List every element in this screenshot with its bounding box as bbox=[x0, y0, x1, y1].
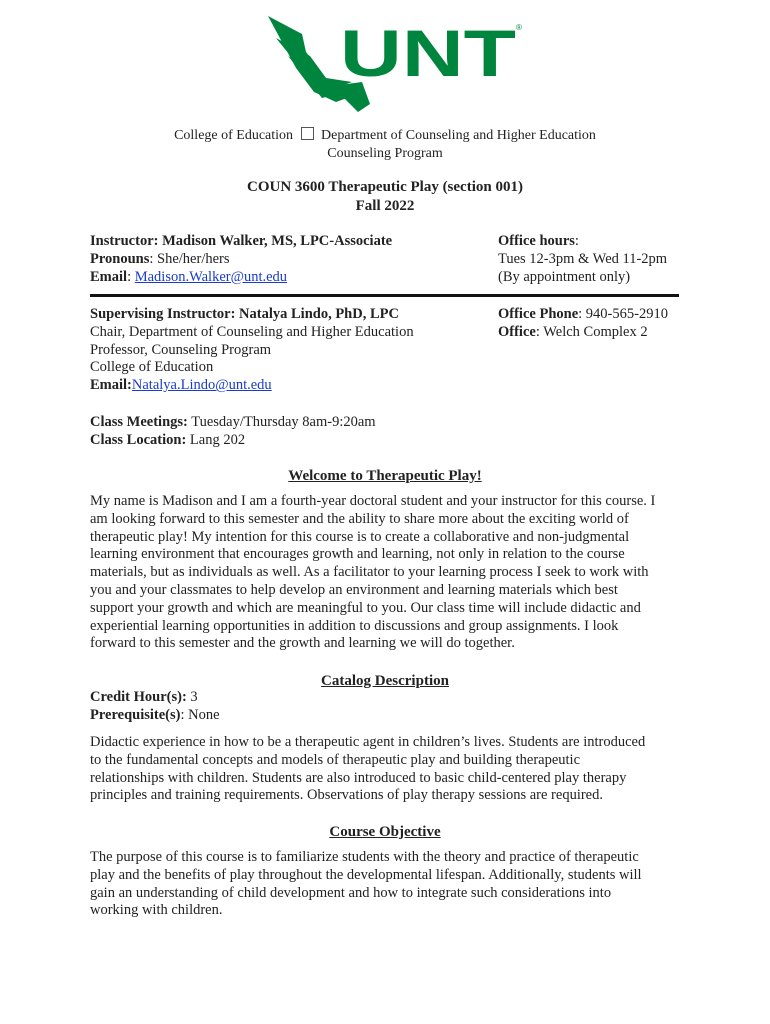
unt-eagle-logo bbox=[262, 12, 524, 114]
objective-line: The purpose of this course is to familiarize students with the theory and practice of therapeutic bbox=[90, 849, 639, 865]
welcome-line: materials, but as individuals as well. As a facilitator to your learning process I seek to work with bbox=[90, 564, 649, 581]
logo-wordmark: UNT bbox=[340, 16, 516, 90]
instructor-name: Madison Walker, MS, LPC-Associate bbox=[162, 233, 393, 249]
welcome-line: support your growth and which are meaningful to you. Our class time will include didactic and bbox=[90, 599, 641, 616]
credit-hours-label: Credit Hour(s): bbox=[90, 689, 187, 705]
supervisor-title-2: Professor, Counseling Program bbox=[90, 341, 272, 358]
objective-paragraph bbox=[90, 849, 690, 920]
header-separator bbox=[301, 127, 314, 140]
welcome-line: you and your classmates to help develop an environment and learning materials which best bbox=[90, 581, 618, 598]
section-divider bbox=[90, 294, 679, 297]
instructor-block: Instructor: Madison Walker, MS, LPC-Associate Pronouns: She/her/hers Email: Madison.Walker@unt.edu bbox=[90, 233, 393, 285]
supervisor-block bbox=[90, 306, 414, 395]
supervisor-email-link[interactable]: Natalya.Lindo@unt.edu bbox=[131, 377, 272, 394]
catalog-meta: Credit Hour(s): 3 Prerequisite(s): None bbox=[90, 689, 220, 723]
catalog-line: Didactic experience in how to be a therapeutic agent in children’s lives. Students are introduced bbox=[90, 734, 646, 750]
supervisor-email-label: Email: bbox=[90, 377, 132, 394]
catalog-heading: Catalog Description bbox=[321, 673, 449, 689]
program-name: Counseling Program bbox=[327, 146, 443, 161]
college-department-line bbox=[0, 127, 770, 144]
credit-hours-value: 3 bbox=[190, 689, 198, 705]
instructor-label: Instructor: bbox=[90, 233, 159, 249]
class-location-value: Lang 202 bbox=[189, 431, 246, 448]
office-hours-line1: Tues 12-3pm & Wed 11-2pm bbox=[498, 250, 668, 267]
college-name: College of Education bbox=[174, 128, 294, 143]
pronouns-value: She/her/hers bbox=[157, 250, 230, 267]
welcome-paragraph bbox=[90, 493, 690, 653]
office-hours-block: Office hours: Tues 12-3pm & Wed 11-2pm (By appointment only) bbox=[498, 233, 668, 285]
catalog-line: relationships with children. Students are also introduced to basic child-centered play therapy bbox=[90, 769, 627, 786]
objective-line: play and the benefits of play throughout the developmental lifespan. Additionally, students will bbox=[90, 866, 642, 883]
welcome-line: forward to this semester and the growth and learning we will do together. bbox=[90, 635, 515, 652]
catalog-line: principles and training requirements. Observations of play therapy sessions are required. bbox=[90, 787, 603, 804]
welcome-line: therapeutic play! My intention for this course is to create a collaborative and non-judgmental bbox=[90, 528, 630, 545]
objective-heading: Course Objective bbox=[329, 824, 441, 840]
prerequisite-label: Prerequisite(s) bbox=[90, 706, 181, 723]
office-label: Office bbox=[498, 323, 536, 340]
welcome-line: My name is Madison and I am a fourth-year doctoral student and your instructor for this course. I bbox=[90, 493, 656, 509]
email-label: Email bbox=[90, 268, 128, 285]
catalog-paragraph bbox=[90, 734, 690, 805]
course-title: COUN 3600 Therapeutic Play (section 001) bbox=[247, 179, 523, 195]
supervisor-label: Supervising Instructor: bbox=[90, 306, 236, 322]
instructor-email-link[interactable]: Madison.Walker@unt.edu bbox=[134, 268, 288, 285]
pronouns-label: Pronouns bbox=[90, 250, 150, 267]
office-value: Welch Complex 2 bbox=[543, 323, 648, 340]
objective-line: working with children. bbox=[90, 902, 223, 919]
welcome-line: am looking forward to this semester and the ability to share more about the exciting world of bbox=[90, 510, 629, 527]
objective-line: gain an understanding of child development and how to integrate such considerations into bbox=[90, 884, 612, 901]
supervisor-name: Natalya Lindo, PhD, LPC bbox=[239, 306, 399, 322]
office-phone-value: 940-565-2910 bbox=[585, 306, 668, 322]
class-location-label: Class Location: bbox=[90, 431, 187, 448]
supervisor-title-1: Chair, Department of Counseling and Higher Education bbox=[90, 323, 414, 340]
office-hours-label: Office hours bbox=[498, 233, 575, 249]
catalog-line: to the fundamental concepts and models of therapeutic play and building therapeutic bbox=[90, 751, 581, 768]
supervisor-title-3: College of Education bbox=[90, 359, 214, 376]
welcome-heading: Welcome to Therapeutic Play! bbox=[288, 468, 482, 484]
course-term: Fall 2022 bbox=[355, 198, 415, 214]
class-meetings-value: Tuesday/Thursday 8am-9:20am bbox=[191, 414, 376, 430]
office-phone-label: Office Phone bbox=[498, 306, 579, 322]
office-contact-block: Office Phone: 940-565-2910 Office: Welch Complex 2 bbox=[498, 306, 668, 340]
logo-registered-mark: ® bbox=[516, 23, 522, 32]
welcome-line: learning environment that encourages growth and learning, not only in relation to the course bbox=[90, 546, 625, 563]
office-hours-line2: (By appointment only) bbox=[498, 268, 631, 285]
class-info-block bbox=[90, 414, 376, 450]
prerequisite-value: None bbox=[188, 706, 220, 723]
department-name: Department of Counseling and Higher Education bbox=[321, 128, 596, 143]
welcome-line: experiential learning opportunities in addition to discussions and group assignments. I look bbox=[90, 617, 619, 634]
class-meetings-label: Class Meetings: bbox=[90, 414, 188, 430]
